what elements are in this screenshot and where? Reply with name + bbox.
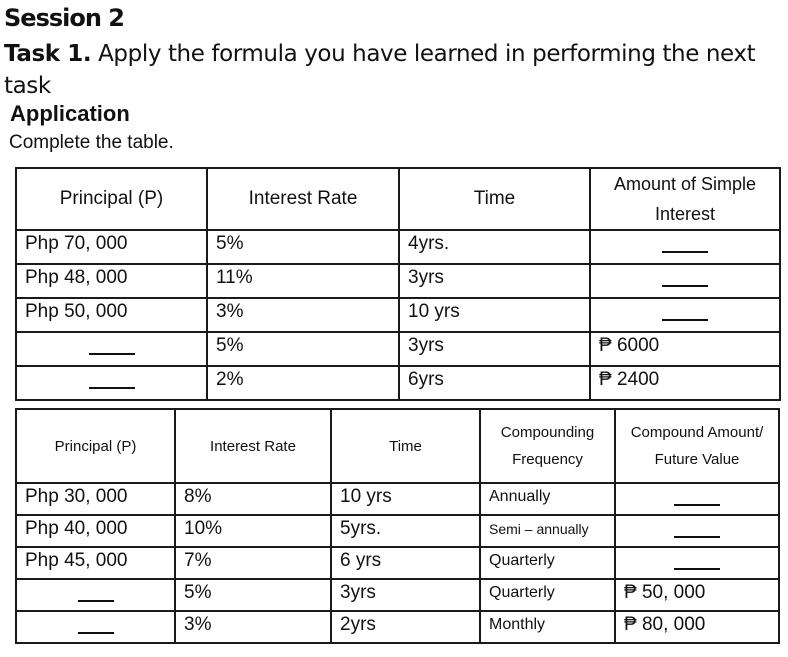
answer-blank[interactable]: [662, 285, 708, 287]
session-title: Session 2: [4, 4, 124, 32]
principal-cell: Php 48, 000: [16, 264, 207, 298]
amount-cell[interactable]: [590, 298, 780, 332]
time-cell: 3yrs: [399, 264, 590, 298]
answer-blank[interactable]: [674, 568, 720, 570]
rate-cell: 3%: [175, 611, 331, 643]
time-cell: 6 yrs: [331, 547, 480, 579]
table-header-row: [16, 409, 779, 483]
amount-cell[interactable]: [615, 515, 779, 547]
rate-cell: 10%: [175, 515, 331, 547]
rate-cell: 2%: [207, 366, 399, 400]
column-header: Principal (P): [16, 409, 175, 483]
amount-cell[interactable]: [590, 264, 780, 298]
time-cell: 4yrs.: [399, 230, 590, 264]
task-instruction: [4, 38, 784, 102]
compound-interest-table: [15, 408, 780, 644]
rate-cell: 5%: [207, 332, 399, 366]
frequency-cell: Quarterly: [480, 547, 615, 579]
instruction-text: Complete the table.: [9, 132, 174, 153]
table-row: [16, 547, 779, 579]
time-cell: 3yrs: [399, 332, 590, 366]
section-heading: Application: [10, 101, 130, 126]
table-header-row: [16, 168, 780, 230]
time-cell: 10 yrs: [331, 483, 480, 515]
principal-cell[interactable]: [16, 611, 175, 643]
principal-cell: Php 30, 000: [16, 483, 175, 515]
principal-cell[interactable]: [16, 366, 207, 400]
table-row: [16, 230, 780, 264]
frequency-cell: Annually: [480, 483, 615, 515]
column-header: Compound Amount/ Future Value: [615, 409, 779, 483]
table-row: [16, 483, 779, 515]
amount-cell: ₱ 80, 000: [615, 611, 779, 643]
column-header: Amount of Simple Interest: [590, 168, 780, 230]
answer-blank[interactable]: [674, 504, 720, 506]
time-cell: 2yrs: [331, 611, 480, 643]
answer-blank[interactable]: [674, 536, 720, 538]
rate-cell: 11%: [207, 264, 399, 298]
amount-cell: ₱ 6000: [590, 332, 780, 366]
principal-cell[interactable]: [16, 579, 175, 611]
principal-cell: Php 40, 000: [16, 515, 175, 547]
amount-cell: ₱ 2400: [590, 366, 780, 400]
time-cell: 5yrs.: [331, 515, 480, 547]
table-row: [16, 579, 779, 611]
column-header: Interest Rate: [207, 168, 399, 230]
principal-cell[interactable]: [16, 332, 207, 366]
frequency-cell: Quarterly: [480, 579, 615, 611]
answer-blank[interactable]: [662, 319, 708, 321]
task-text: Apply the formula you have learned in performing the next task: [4, 41, 756, 99]
column-header: Principal (P): [16, 168, 207, 230]
amount-cell: ₱ 50, 000: [615, 579, 779, 611]
rate-cell: 8%: [175, 483, 331, 515]
rate-cell: 5%: [175, 579, 331, 611]
frequency-cell: Monthly: [480, 611, 615, 643]
principal-cell: Php 50, 000: [16, 298, 207, 332]
time-cell: 6yrs: [399, 366, 590, 400]
table-row: [16, 332, 780, 366]
table-row: [16, 515, 779, 547]
column-header: Compounding Frequency: [480, 409, 615, 483]
amount-cell[interactable]: [590, 230, 780, 264]
amount-cell[interactable]: [615, 547, 779, 579]
rate-cell: 5%: [207, 230, 399, 264]
table-row: [16, 366, 780, 400]
task-label: Task 1.: [4, 41, 92, 67]
table-row: [16, 611, 779, 643]
answer-blank[interactable]: [89, 353, 135, 355]
table-row: [16, 298, 780, 332]
rate-cell: 3%: [207, 298, 399, 332]
simple-interest-table: [15, 167, 781, 401]
time-cell: 3yrs: [331, 579, 480, 611]
answer-blank[interactable]: [78, 632, 114, 634]
rate-cell: 7%: [175, 547, 331, 579]
column-header: Time: [399, 168, 590, 230]
answer-blank[interactable]: [89, 387, 135, 389]
column-header: Time: [331, 409, 480, 483]
principal-cell: Php 45, 000: [16, 547, 175, 579]
answer-blank[interactable]: [662, 251, 708, 253]
time-cell: 10 yrs: [399, 298, 590, 332]
amount-cell[interactable]: [615, 483, 779, 515]
column-header: Interest Rate: [175, 409, 331, 483]
table-row: [16, 264, 780, 298]
principal-cell: Php 70, 000: [16, 230, 207, 264]
frequency-cell: Semi – annually: [480, 515, 615, 547]
answer-blank[interactable]: [78, 600, 114, 602]
